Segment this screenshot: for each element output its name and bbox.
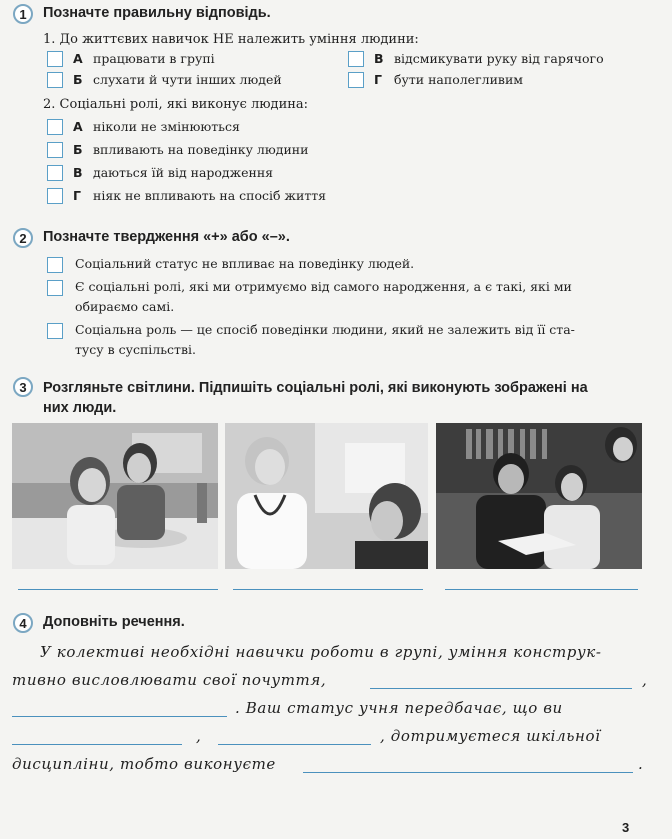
answer-checkbox[interactable] bbox=[47, 142, 63, 158]
plus-minus-checkbox[interactable] bbox=[47, 280, 63, 296]
answer-checkbox[interactable] bbox=[47, 51, 63, 67]
statement-1: Соціальний статус не впливає на поведінку людей. bbox=[75, 256, 415, 271]
q1-option-a: А працювати в групі bbox=[73, 51, 215, 66]
answer-checkbox[interactable] bbox=[348, 51, 364, 67]
answer-checkbox[interactable] bbox=[348, 72, 364, 88]
plus-minus-checkbox[interactable] bbox=[47, 323, 63, 339]
statement-2: Є соціальні ролі, які ми отримуємо від самого народження, а є такі, які ми обираємо самі. bbox=[75, 279, 572, 314]
q2-option-h: Г ніяк не впливають на спосіб життя bbox=[73, 188, 327, 203]
plus-minus-checkbox[interactable] bbox=[47, 257, 63, 273]
page-number: 3 bbox=[622, 820, 630, 835]
question-1-label: 1. bbox=[43, 32, 56, 47]
q2-option-a: А ніколи не змінюються bbox=[73, 119, 240, 134]
task-2-title: Позначте твердження «+» або «–». bbox=[43, 229, 290, 245]
q1-option-h: Г бути наполегливим bbox=[374, 72, 523, 87]
comma: , bbox=[642, 671, 648, 689]
task-4-number: 4 bbox=[13, 613, 33, 633]
task-3-number: 3 bbox=[13, 377, 33, 397]
blank-5[interactable] bbox=[303, 772, 633, 773]
answer-checkbox[interactable] bbox=[47, 165, 63, 181]
task-4-title: Доповніть речення. bbox=[43, 614, 185, 630]
period: . bbox=[638, 755, 644, 773]
answer-checkbox[interactable] bbox=[47, 72, 63, 88]
comma: , bbox=[196, 727, 202, 745]
blank-4[interactable] bbox=[218, 744, 371, 745]
question-1-text: До життєвих навичок НЕ належить уміння людини: bbox=[59, 32, 419, 47]
task-2-number: 2 bbox=[13, 228, 33, 248]
answer-checkbox[interactable] bbox=[47, 119, 63, 135]
task-1-number: 1 bbox=[13, 4, 33, 24]
answer-checkbox[interactable] bbox=[47, 188, 63, 204]
task-1-title: Позначте правильну відповідь. bbox=[43, 5, 271, 21]
sentence-line-3: . Ваш статус учня передбачає, що ви bbox=[235, 699, 563, 717]
photo-3-answer-line[interactable] bbox=[445, 589, 638, 590]
question-2-label: 2. bbox=[43, 97, 56, 112]
photo-2-answer-line[interactable] bbox=[233, 589, 423, 590]
sentence-line-5: дисципліни, тобто виконуєте bbox=[12, 755, 276, 773]
task-3-title: Розгляньте світлини. Підпишіть соціальні ролі, які виконують зображені на них люди. bbox=[43, 380, 588, 416]
photo-kitchen bbox=[12, 423, 218, 569]
sentence-line-2: тивно висловлювати свої почуття, bbox=[12, 671, 327, 689]
sentence-line-1: У колективі необхідні навички роботи в групі, уміння конструк- bbox=[40, 643, 602, 661]
photo-1-answer-line[interactable] bbox=[18, 589, 218, 590]
q1-option-b: Б слухати й чути інших людей bbox=[73, 72, 282, 87]
q2-option-v: В даються їй від народження bbox=[73, 165, 274, 180]
blank-3[interactable] bbox=[12, 744, 182, 745]
q2-option-b: Б впливають на поведінку людини bbox=[73, 142, 309, 157]
question-2 bbox=[43, 97, 308, 112]
blank-2[interactable] bbox=[12, 716, 227, 717]
question-1 bbox=[43, 32, 419, 47]
blank-1[interactable] bbox=[370, 688, 632, 689]
question-2-text: Соціальні ролі, які виконує людина: bbox=[59, 97, 309, 112]
photo-doctor bbox=[225, 423, 428, 569]
statement-3: Соціальна роль — це спосіб поведінки людини, який не залежить від її ста- тусу в суспільстві. bbox=[75, 322, 575, 357]
photo-students bbox=[436, 423, 642, 569]
sentence-line-4: , дотримуєтеся шкільної bbox=[380, 727, 601, 745]
q1-option-v: В відсмикувати руку від гарячого bbox=[374, 51, 604, 66]
